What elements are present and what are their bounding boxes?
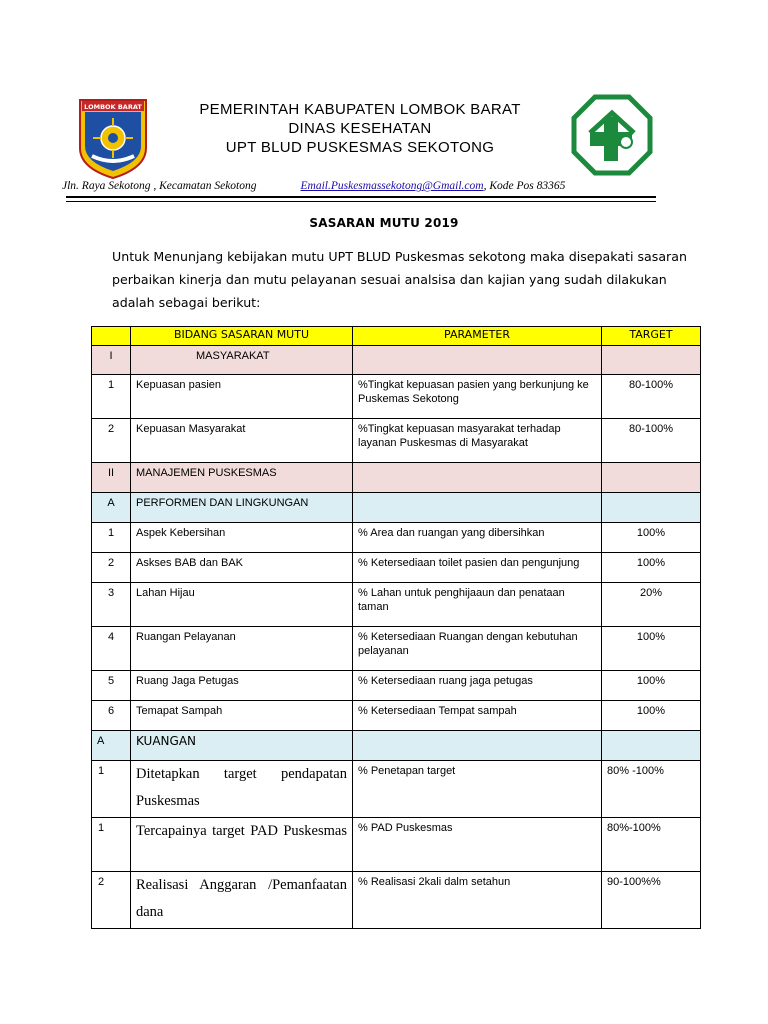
row-parameter: % Ketersediaan Tempat sampah [353, 701, 602, 731]
row-no: I [92, 346, 131, 375]
row-parameter [353, 493, 602, 523]
row-no: 6 [92, 701, 131, 731]
puskesmas-logo [570, 93, 654, 177]
row-target: 20% [602, 583, 701, 627]
row-bidang: Kepuasan Masyarakat [131, 419, 353, 463]
row-parameter: % Penetapan target [353, 761, 602, 818]
row-no: 5 [92, 671, 131, 701]
header-target: TARGET [602, 327, 701, 346]
row-parameter [353, 346, 602, 375]
row-no: 4 [92, 627, 131, 671]
table-row [92, 523, 701, 553]
table-row [92, 701, 701, 731]
header-rule-thick [66, 196, 656, 198]
row-target: 100% [602, 701, 701, 731]
header-bidang: BIDANG SASARAN MUTU [131, 327, 353, 346]
row-parameter: %Tingkat kepuasan masyarakat terhadap layanan Puskesmas di Masyarakat [353, 419, 602, 463]
table-row [92, 627, 701, 671]
sasaran-mutu-table [91, 326, 701, 929]
row-parameter [353, 731, 602, 761]
table-row [92, 761, 701, 818]
table-row [92, 731, 701, 761]
letterhead-line-1: PEMERINTAH KABUPATEN LOMBOK BARAT [199, 101, 521, 118]
row-bidang: Ruang Jaga Petugas [131, 671, 353, 701]
table-row [92, 493, 701, 523]
row-parameter: % Lahan untuk penghijaaun dan penataan taman [353, 583, 602, 627]
table-row [92, 818, 701, 872]
row-bidang: Lahan Hijau [131, 583, 353, 627]
postal-code: , Kode Pos 83365 [483, 180, 566, 192]
row-bidang: Tercapainya target PAD Puskesmas [131, 818, 353, 872]
row-bidang: Ruangan Pelayanan [131, 627, 353, 671]
row-parameter: % Ketersediaan toilet pasien dan pengunjung [353, 553, 602, 583]
row-bidang: Askses BAB dan BAK [131, 553, 353, 583]
table-header-row [92, 327, 701, 346]
row-target: 100% [602, 671, 701, 701]
address-text: Jln. Raya Sekotong , Kecamatan Sekotong [62, 180, 257, 192]
row-no: 1 [92, 818, 131, 872]
row-no: 1 [92, 523, 131, 553]
row-bidang: Aspek Kebersihan [131, 523, 353, 553]
row-no: A [92, 731, 131, 761]
kabupaten-logo [78, 98, 148, 180]
header-parameter: PARAMETER [353, 327, 602, 346]
table-row [92, 671, 701, 701]
row-target [602, 463, 701, 493]
row-target: 80% -100% [602, 761, 701, 818]
table-row [92, 872, 701, 929]
row-bidang: Temapat Sampah [131, 701, 353, 731]
email-link[interactable]: Email.Puskesmassekotong@Gmail.com [300, 180, 484, 192]
row-parameter: % PAD Puskesmas [353, 818, 602, 872]
letterhead [150, 100, 570, 157]
row-bidang: Kepuasan pasien [131, 375, 353, 419]
row-bidang: MASYARAKAT [131, 346, 353, 375]
table-row [92, 346, 701, 375]
letterhead-line-2: DINAS KESEHATAN [288, 120, 432, 137]
row-target [602, 346, 701, 375]
row-parameter [353, 463, 602, 493]
row-parameter: % Area dan ruangan yang dibersihkan [353, 523, 602, 553]
logo-left-text: LOMBOK BARAT [84, 103, 142, 111]
table-row [92, 583, 701, 627]
document-title: SASARAN MUTU 2019 [309, 216, 459, 230]
row-no: A [92, 493, 131, 523]
row-bidang: MANAJEMEN PUSKESMAS [131, 463, 353, 493]
row-bidang: Ditetapkan target pendapatan Puskesmas [131, 761, 353, 818]
row-no: 1 [92, 375, 131, 419]
row-target: 100% [602, 627, 701, 671]
row-target: 80-100% [602, 419, 701, 463]
table-row [92, 419, 701, 463]
row-target: 100% [602, 523, 701, 553]
row-no: 2 [92, 872, 131, 929]
row-parameter: % Realisasi 2kali dalm setahun [353, 872, 602, 929]
row-parameter: % Ketersediaan ruang jaga petugas [353, 671, 602, 701]
header-no [92, 327, 131, 346]
row-parameter: %Tingkat kepuasan pasien yang berkunjung ke Puskemas Sekotong [353, 375, 602, 419]
row-target: 80-100% [602, 375, 701, 419]
row-no: 2 [92, 419, 131, 463]
row-parameter: % Ketersediaan Ruangan dengan kebutuhan pelayanan [353, 627, 602, 671]
table-row [92, 553, 701, 583]
table-row [92, 463, 701, 493]
row-no: II [92, 463, 131, 493]
intro-paragraph: Untuk Menunjang kebijakan mutu UPT BLUD Puskesmas sekotong maka disepakati sasaran perbaikan kinerja dan mutu pelayanan sesuai analsisa dan kajian yang sudah dilakukan adalah sebagai berikut: [112, 249, 687, 310]
row-no: 2 [92, 553, 131, 583]
row-target [602, 493, 701, 523]
address-line [62, 180, 662, 192]
row-target [602, 731, 701, 761]
letterhead-line-3: UPT BLUD PUSKESMAS SEKOTONG [225, 139, 495, 156]
row-bidang: Realisasi Anggaran /Pemanfaatan dana [131, 872, 353, 929]
row-no: 3 [92, 583, 131, 627]
row-no: 1 [92, 761, 131, 818]
row-bidang: PERFORMEN DAN LINGKUNGAN [131, 493, 353, 523]
table-row [92, 375, 701, 419]
row-target: 80%-100% [602, 818, 701, 872]
row-target: 90-100%% [602, 872, 701, 929]
row-bidang: KUANGAN [131, 731, 353, 761]
row-target: 100% [602, 553, 701, 583]
header-rule-thin [66, 201, 656, 202]
